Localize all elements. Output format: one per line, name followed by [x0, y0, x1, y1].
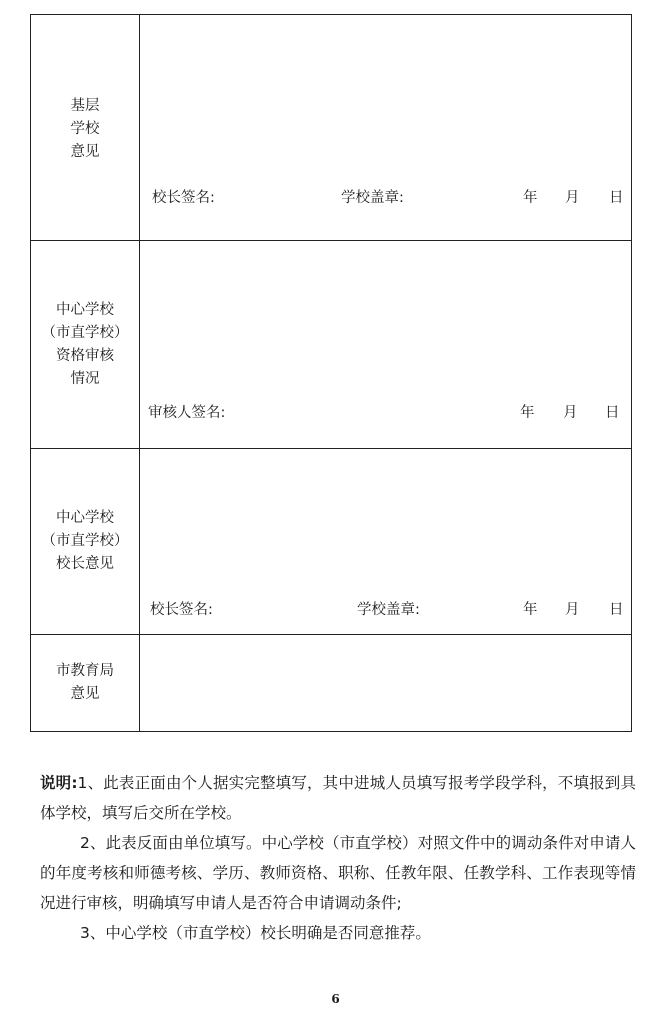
column-divider	[139, 15, 140, 731]
label-line: （市直学校）	[41, 325, 129, 341]
year-label: 年	[523, 602, 538, 618]
row-divider-3	[31, 634, 631, 635]
reviewer-signature-label: 审核人签名:	[148, 405, 226, 421]
note-text: 3、中心学校（市直学校）校长明确是否同意推荐。	[80, 924, 431, 942]
label-line: 意见	[70, 144, 100, 160]
day-label: 日	[609, 602, 624, 618]
instructions-notes	[40, 768, 636, 948]
note-text: 1、此表正面由个人据实完整填写，其中进城人员填写报考学段学科，不填报到具体学校，填写后交所在学校。	[40, 774, 636, 822]
note-item-2	[40, 828, 636, 918]
day-label: 日	[605, 405, 620, 421]
label-line: 中心学校	[56, 302, 114, 318]
row-label-grassroots-school	[31, 95, 139, 164]
page-number: 6	[331, 992, 340, 1006]
note-item-1	[40, 768, 636, 828]
label-line: 市教育局	[56, 663, 114, 679]
principal-signature-label: 校长签名:	[150, 602, 213, 618]
school-seal-label: 学校盖章:	[341, 190, 404, 206]
note-item-3	[40, 918, 636, 948]
day-label: 日	[609, 190, 624, 206]
month-label: 月	[565, 602, 580, 618]
row-divider-1	[31, 240, 631, 241]
month-label: 月	[563, 405, 578, 421]
month-label: 月	[565, 190, 580, 206]
label-line: 资格审核	[56, 348, 114, 364]
principal-signature-label: 校长签名:	[152, 190, 215, 206]
label-line: 中心学校	[56, 510, 114, 526]
notes-heading: 说明:	[40, 774, 78, 792]
row-divider-2	[31, 448, 631, 449]
row-label-education-bureau	[31, 660, 139, 706]
label-line: 学校	[70, 121, 100, 137]
year-label: 年	[520, 405, 535, 421]
label-line: 校长意见	[56, 556, 114, 572]
label-line: 意见	[70, 686, 100, 702]
row-label-qualification-review	[31, 299, 139, 391]
school-seal-label: 学校盖章:	[357, 602, 420, 618]
label-line: 情况	[70, 371, 100, 387]
opinion-form-table	[30, 14, 632, 732]
label-line: （市直学校）	[41, 533, 129, 549]
note-text: 2、此表反面由单位填写。中心学校（市直学校）对照文件中的调动条件对申请人的年度考核和师德考核、学历、教师资格、职称、任教年限、任教学科、工作表现等情况进行审核，明确填写申请人是否符合申请调动条件;	[40, 834, 636, 912]
label-line: 基层	[70, 98, 100, 114]
year-label: 年	[523, 190, 538, 206]
row-label-principal-opinion	[31, 507, 139, 576]
